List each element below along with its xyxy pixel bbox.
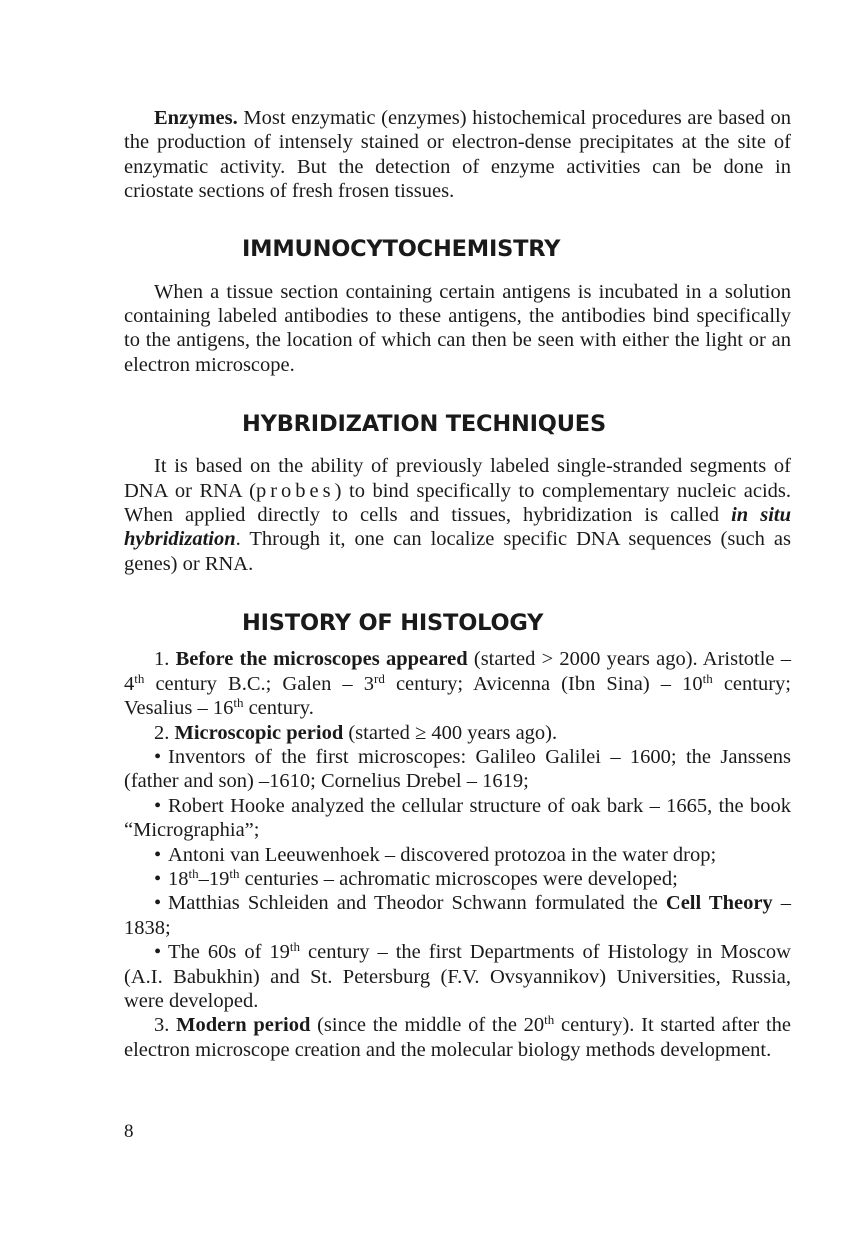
item-1-sup-c: th [702,670,713,686]
page-number: 8 [124,1121,134,1142]
item-2-number: 2. [154,721,175,744]
item-3-sup: th [544,1012,555,1028]
item-2-title: Microscopic period [174,721,344,744]
immunocytochemistry-paragraph: When a tissue section containing certain antigens is incubated in a solution containing labeled antibodies to these antigens, the antibodies bind specifically to the antigens, the location of which can then be seen with either the light or an electron microscope. [124,280,791,376]
item-1-number: 1. [154,648,176,671]
bullet-icon: • [154,843,162,866]
history-item-3 [124,1013,791,1062]
bullet-6-text-a: The 60s of 19 [168,941,290,964]
immunocytochemistry-heading: IMMUNOCYTOCHEMISTRY [242,235,561,262]
bullet-item [124,940,791,1013]
hybridization-text-1: It is based on the ability of previously labeled single-stranded segments of DNA or RNA ( [124,455,791,502]
in-situ-term: in situ hybridization [124,504,791,551]
bullet-5-text-a: Matthias Schleiden and Theodor Schwann formulated the [168,892,666,915]
hybridization-paragraph [124,454,791,576]
item-1-text-a: (started > 2000 years ago). Aristotle – 4 [124,648,792,695]
bullet-text-1: Inventors of the first microscopes: Galileo Galilei – 1600; the Janssens (father and son) –1610; Cornelius Drebel – 1619; [124,745,791,793]
item-1-text-b: century B.C.; Galen – 3 [144,672,375,695]
bullet-item [124,867,791,891]
bullet-icon: • [154,867,162,890]
item-1-sup-b: rd [374,670,385,686]
bullet-item [124,745,791,794]
bullet-4-sup-b: th [229,865,240,881]
item-1-title: Before the microscopes appeared [175,648,468,671]
bullet-4-text-a: 18 [168,867,189,890]
history-heading: HISTORY OF HISTOLOGY [242,610,544,637]
hybridization-heading: HYBRIDIZATION TECHNIQUES [242,411,606,438]
item-1-text-d: century; Vesalius – 16 [124,672,791,720]
enzymes-term: Enzymes. [154,107,238,129]
item-2-text: (started ≥ 400 years ago). [343,721,558,744]
bullet-6-text-b: century – the first Departments of Histology in Moscow (A.I. Babukhin) and St. Petersburg (F.V. Ovsyannikov) Universities, Russia, were developed. [124,941,791,1012]
item-1-text-c: century; Avicenna (Ibn Sina) – 10 [384,672,703,695]
item-1-sup-a: th [134,670,145,686]
probes-term: probes [255,479,335,502]
hybridization-text-2: ) to bind specifically to complementary nucleic acids. When applied directly to cells and tissues, hybridization is called [124,479,791,527]
bullet-6-sup: th [289,939,301,955]
bullet-icon: • [154,941,162,964]
cell-theory-term: Cell Theory [665,892,773,915]
bullet-4-text-c: centuries – achromatic microscopes were developed; [239,867,678,890]
item-3-text-b: century). It started after the electron microscope creation and the molecular biology methods development. [124,1014,791,1061]
history-item-1 [124,647,791,720]
item-3-text-a: (since the middle of the 20 [310,1014,545,1037]
hybridization-text-3: . Through it, one can localize specific DNA sequences (such as genes) or RNA. [124,528,791,575]
bullet-5-text-c: – 1838; [124,892,792,939]
bullet-icon: • [154,745,162,768]
item-1-sup-d: th [233,695,244,711]
bullet-icon: • [154,794,162,817]
bullet-item [124,794,791,843]
item-1-text-e: century. [243,697,314,720]
bullet-text-2: Robert Hooke analyzed the cellular structure of oak bark – 1665, the book “Micrographia”; [124,794,791,842]
item-3-number: 3. [154,1014,177,1037]
bullet-text-3: Antoni van Leeuwenhoek – discovered protozoa in the water drop; [168,843,717,866]
bullet-item [124,891,791,940]
history-item-2 [124,721,791,745]
item-3-title: Modern period [176,1014,311,1037]
bullet-4-text-b: –19 [198,867,230,890]
bullet-item [124,843,791,867]
page-content [124,106,791,1062]
bullet-icon: • [154,892,162,915]
enzymes-text: Most enzymatic (enzymes) histochemical procedures are based on the production of intensely stained or electron-dense precipitates at the site of enzymatic activity. But the detection of enzyme activities can be done in criostate sections of fresh frosen tissues. [124,107,791,203]
bullet-4-sup-a: th [188,865,199,881]
enzymes-paragraph [124,106,791,204]
